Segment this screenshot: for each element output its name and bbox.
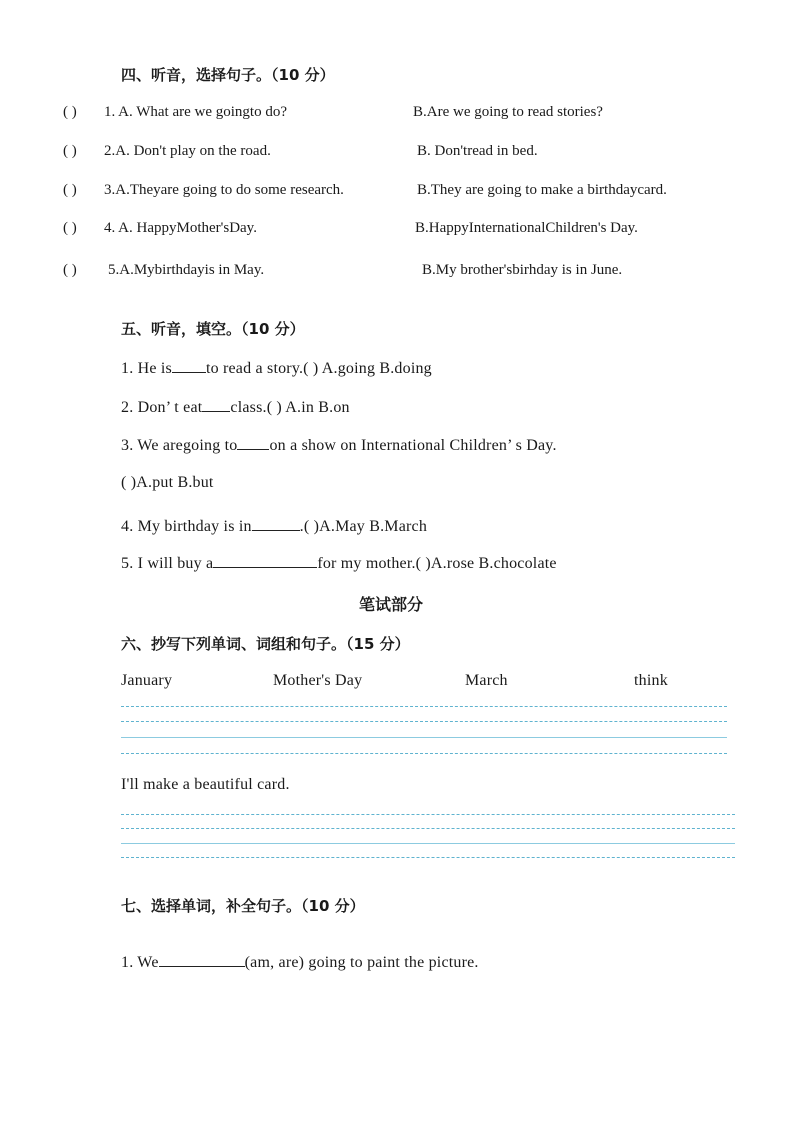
s4-q2-paren: ( ) <box>63 143 77 159</box>
s5-q2-pre: 2. Don’ t eat <box>121 399 203 416</box>
s5-q2-post: class.( ) A.in B.on <box>230 399 350 416</box>
written-part-title: 笔试部分 <box>359 595 424 614</box>
s5-q3-options: ( )A.put B.but <box>121 474 214 491</box>
s4-q5-paren: ( ) <box>63 262 77 278</box>
s6-writing-line-3[interactable] <box>121 737 727 738</box>
s7-q1-blank[interactable] <box>159 952 245 967</box>
s4-q4-option-a: 4. A. HappyMother'sDay. <box>104 220 257 236</box>
s5-q3-post: on a show on International Children’ s Day. <box>269 437 557 454</box>
s6-sentence-line-2[interactable] <box>121 828 735 829</box>
s6-word-think: think <box>634 672 668 689</box>
s4-q3-paren: ( ) <box>63 182 77 198</box>
s4-q1-option-b: B.Are we going to read stories? <box>413 104 603 120</box>
s6-word-mothers-day: Mother's Day <box>273 672 363 689</box>
s5-q4 <box>121 516 427 536</box>
s5-q2-blank[interactable] <box>202 397 230 412</box>
s4-q2-option-b: B. Don'tread in bed. <box>417 143 538 159</box>
s5-q5 <box>121 553 557 573</box>
s6-sentence-line-1[interactable] <box>121 814 735 815</box>
s4-q5-option-a: 5.A.Mybirthdayis in May. <box>108 262 265 278</box>
s4-q4-option-b: B.HappyInternationalChildren's Day. <box>415 220 638 236</box>
s5-q5-blank[interactable] <box>213 553 317 568</box>
s5-q1 <box>121 358 432 378</box>
s6-writing-line-1[interactable] <box>121 706 727 707</box>
section-5-title: 五、听音，填空。（10 分） <box>121 320 305 338</box>
s6-writing-line-2[interactable] <box>121 721 727 722</box>
section-7-title: 七、选择单词，补全句子。（10 分） <box>121 897 365 915</box>
s4-q1-paren: ( ) <box>63 104 77 120</box>
s5-q1-blank[interactable] <box>172 358 206 373</box>
s7-q1-post: (am, are) going to paint the picture. <box>244 954 479 971</box>
s5-q5-pre: 5. I will buy a <box>121 555 214 572</box>
s5-q4-blank[interactable] <box>252 516 300 531</box>
s6-word-january: January <box>121 672 173 689</box>
s7-q1 <box>121 952 479 972</box>
s5-q4-pre: 4. My birthday is in <box>121 518 252 535</box>
s5-q2 <box>121 397 350 417</box>
s5-q4-post: .( )A.May B.March <box>299 518 428 535</box>
s4-q1-option-a: 1. A. What are we goingto do? <box>104 104 288 120</box>
s4-q3-option-b: B.They are going to make a birthdaycard. <box>417 182 667 198</box>
s6-sentence: I'll make a beautiful card. <box>121 776 290 793</box>
s4-q5-option-b: B.My brother'sbirhday is in June. <box>422 262 623 278</box>
s7-q1-pre: 1. We <box>121 954 159 971</box>
s4-q2-option-a: 2.A. Don't play on the road. <box>104 143 271 159</box>
s6-sentence-line-4[interactable] <box>121 857 735 858</box>
s5-q1-pre: 1. He is <box>121 360 172 377</box>
s5-q5-post: for my mother.( )A.rose B.chocolate <box>317 555 557 572</box>
section-6-title: 六、抄写下列单词、词组和句子。（15 分） <box>121 635 410 653</box>
s5-q3-blank[interactable] <box>237 435 269 450</box>
s5-q3-pre: 3. We aregoing to <box>121 437 238 454</box>
s4-q4-paren: ( ) <box>63 220 77 236</box>
s5-q1-post: to read a story.( ) A.going B.doing <box>205 360 432 377</box>
s4-q3-option-a: 3.A.Theyare going to do some research. <box>104 182 344 198</box>
s5-q3 <box>121 435 557 455</box>
s6-writing-line-4[interactable] <box>121 753 727 754</box>
section-4-title: 四、听音，选择句子。（10 分） <box>121 66 335 84</box>
s6-sentence-line-3[interactable] <box>121 843 735 844</box>
s6-word-march: March <box>465 672 508 689</box>
